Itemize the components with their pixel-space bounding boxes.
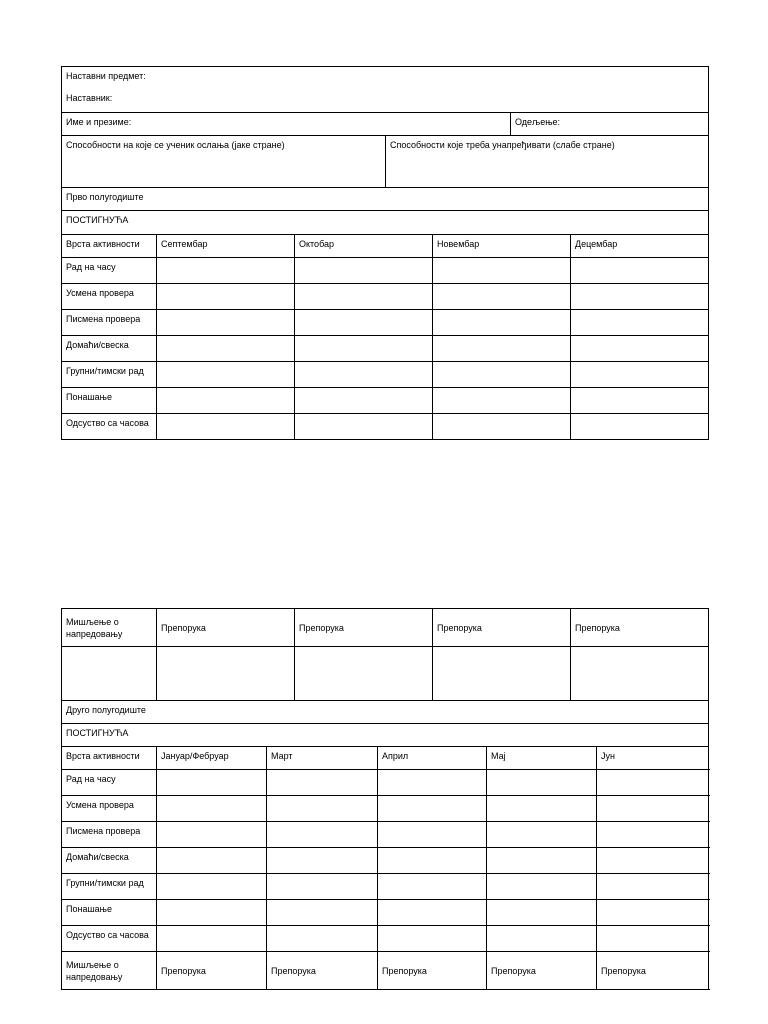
month-header: Април [378, 747, 487, 770]
cell[interactable] [571, 362, 709, 388]
cell[interactable] [571, 388, 709, 414]
cell[interactable] [378, 822, 487, 848]
recommendation-header: Препорука [433, 609, 571, 647]
cell[interactable] [267, 822, 378, 848]
row-label: Усмена провера [62, 284, 157, 310]
row-label: Рад на часу [62, 258, 157, 284]
cell[interactable] [597, 926, 709, 952]
cell[interactable] [157, 414, 295, 440]
cell[interactable] [597, 900, 709, 926]
cell[interactable] [597, 848, 709, 874]
cell[interactable] [378, 848, 487, 874]
cell[interactable] [378, 874, 487, 900]
recommendation-header: Препорука [571, 609, 709, 647]
cell[interactable] [157, 336, 295, 362]
name-label: Име и презиме: [62, 113, 511, 136]
cell[interactable] [571, 258, 709, 284]
teacher-label: Наставник: [66, 93, 113, 103]
final-recommendation: Препорука [157, 952, 267, 990]
cell[interactable] [157, 848, 267, 874]
cell[interactable] [433, 284, 571, 310]
cell[interactable] [378, 796, 487, 822]
cell[interactable] [433, 336, 571, 362]
cell[interactable] [487, 900, 597, 926]
cell[interactable] [597, 796, 709, 822]
final-recommendation: Препорука [487, 952, 597, 990]
cell[interactable] [157, 796, 267, 822]
row-label: Усмена провера [62, 796, 157, 822]
cell[interactable] [157, 647, 295, 701]
cell[interactable] [597, 874, 709, 900]
row-label: Одсуство са часова [62, 414, 157, 440]
row-label: Рад на часу [62, 770, 157, 796]
cell[interactable] [295, 258, 433, 284]
cell[interactable] [295, 310, 433, 336]
final-recommendation: Препорука [378, 952, 487, 990]
cell[interactable] [571, 310, 709, 336]
final-opinion-label: Мишљење о напредовању [62, 952, 157, 990]
row-label: Домаћи/свеска [62, 336, 157, 362]
cell[interactable] [433, 258, 571, 284]
row-label: Понашање [62, 900, 157, 926]
header-block [62, 67, 709, 113]
row-label: Писмена провера [62, 310, 157, 336]
cell[interactable] [267, 874, 378, 900]
row-label: Групни/тимски рад [62, 362, 157, 388]
cell[interactable] [267, 796, 378, 822]
cell[interactable] [487, 926, 597, 952]
cell[interactable] [487, 822, 597, 848]
cell[interactable] [433, 310, 571, 336]
second-semester-table [61, 608, 709, 990]
cell[interactable] [157, 284, 295, 310]
cell[interactable] [157, 770, 267, 796]
first-semester-table [61, 66, 709, 440]
final-recommendation: Препорука [267, 952, 378, 990]
cell[interactable] [295, 362, 433, 388]
cell[interactable] [295, 414, 433, 440]
cell[interactable] [295, 284, 433, 310]
row-label: Писмена провера [62, 822, 157, 848]
row-label: Групни/тимски рад [62, 874, 157, 900]
achievements-label: ПОСТИГНУЋА [62, 724, 709, 747]
recommendation-header: Препорука [295, 609, 433, 647]
cell[interactable] [157, 362, 295, 388]
month-header: Јануар/Фебруар [157, 747, 267, 770]
cell[interactable] [487, 796, 597, 822]
cell[interactable] [62, 647, 157, 701]
month-header: Март [267, 747, 378, 770]
cell[interactable] [571, 647, 709, 701]
cell[interactable] [295, 647, 433, 701]
activity-header: Врста активности [62, 235, 157, 258]
achievements-label: ПОСТИГНУЋА [62, 211, 709, 235]
cell[interactable] [571, 284, 709, 310]
cell[interactable] [597, 822, 709, 848]
row-label: Одсуство са часова [62, 926, 157, 952]
cell[interactable] [378, 926, 487, 952]
cell[interactable] [157, 822, 267, 848]
cell[interactable] [157, 900, 267, 926]
cell[interactable] [378, 770, 487, 796]
cell[interactable] [571, 414, 709, 440]
final-recommendation: Препорука [597, 952, 709, 990]
row-label: Домаћи/свеска [62, 848, 157, 874]
month-header: Јун [597, 747, 709, 770]
cell[interactable] [433, 647, 571, 701]
cell[interactable] [487, 770, 597, 796]
cell[interactable] [267, 926, 378, 952]
cell[interactable] [597, 770, 709, 796]
cell[interactable] [157, 310, 295, 336]
weaknesses-label: Способности које треба унапређивати (слабе стране) [386, 136, 709, 188]
month-header: Новембар [433, 235, 571, 258]
month-header: Септембар [157, 235, 295, 258]
cell[interactable] [157, 258, 295, 284]
month-header: Мај [487, 747, 597, 770]
cell[interactable] [433, 414, 571, 440]
opinion-label: Мишљење о напредовању [62, 609, 157, 647]
cell[interactable] [295, 388, 433, 414]
class-label: Одељење: [511, 113, 709, 136]
activity-header: Врста активности [62, 747, 157, 770]
semester-label: Прво полугодиште [62, 188, 709, 211]
cell[interactable] [267, 848, 378, 874]
cell[interactable] [433, 362, 571, 388]
row-label: Понашање [62, 388, 157, 414]
cell[interactable] [378, 900, 487, 926]
month-header: Октобар [295, 235, 433, 258]
subject-label: Наставни предмет: [66, 71, 146, 81]
cell[interactable] [157, 926, 267, 952]
cell[interactable] [295, 336, 433, 362]
cell[interactable] [571, 336, 709, 362]
cell[interactable] [267, 770, 378, 796]
cell[interactable] [487, 874, 597, 900]
cell[interactable] [157, 874, 267, 900]
semester-label: Друго полугодиште [62, 701, 709, 724]
cell[interactable] [157, 388, 295, 414]
strengths-label: Способности на које се ученик ослања (јаке стране) [62, 136, 386, 188]
cell[interactable] [487, 848, 597, 874]
cell[interactable] [433, 388, 571, 414]
recommendation-header: Препорука [157, 609, 295, 647]
cell[interactable] [267, 900, 378, 926]
month-header: Децембар [571, 235, 709, 258]
